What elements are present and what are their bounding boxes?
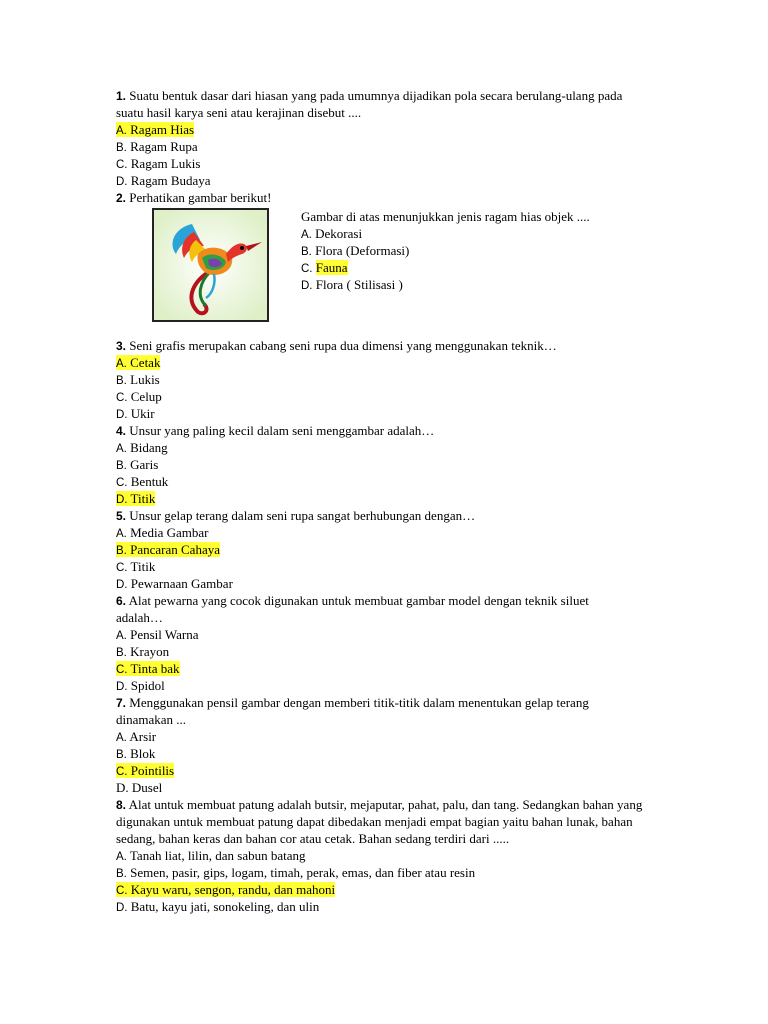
question-4 — [116, 422, 706, 507]
question-text: digunakan untuk membuat patung dapat dibedakan menjadi empat bagian yaitu bahan lunak, bahan — [116, 814, 633, 829]
option-b — [116, 541, 706, 558]
question-number: 1. — [116, 89, 127, 103]
option-a: A. Arsir — [116, 729, 157, 744]
option-d: D. Ukir — [116, 406, 155, 421]
question-6 — [116, 592, 706, 694]
option-d: D. Pewarnaan Gambar — [116, 576, 233, 591]
option-d: D. Flora ( Stilisasi ) — [301, 277, 403, 292]
question-text: Alat untuk membuat patung adalah butsir, mejaputar, pahat, palu, dan tang. Sedangkan bahan yang — [128, 797, 643, 812]
option-b: B. Garis — [116, 457, 159, 472]
answer-highlight: D. Titik — [116, 491, 156, 506]
question-3 — [116, 337, 706, 422]
answer-highlight: A. Ragam Hias — [116, 122, 195, 137]
question-number: 4. — [116, 424, 127, 438]
option-c — [116, 660, 706, 677]
answer-highlight: C. Kayu waru, sengon, randu, dan mahoni — [116, 882, 336, 897]
option-c: C. Ragam Lukis — [116, 156, 201, 171]
answer-highlight: C. Pointilis — [116, 763, 175, 778]
option-a: A. Bidang — [116, 440, 168, 455]
option-d — [116, 490, 706, 507]
option-a: A. Media Gambar — [116, 525, 209, 540]
question-text: Gambar di atas menunjukkan jenis ragam hias objek .... — [301, 209, 590, 224]
option-d: D. Dusel — [116, 780, 163, 795]
question-text: sedang, bahan keras dan bahan cor atau cetak. Bahan sedang terdiri dari ..... — [116, 831, 510, 846]
option-a — [116, 354, 706, 371]
question-text: dinamakan ... — [116, 712, 187, 727]
option-d: D. Spidol — [116, 678, 165, 693]
question-5 — [116, 507, 706, 592]
question-1 — [116, 87, 706, 189]
question-text: Alat pewarna yang cocok digunakan untuk membuat gambar model dengan teknik siluet — [128, 593, 589, 608]
option-c: C. Celup — [116, 389, 162, 404]
answer-highlight: B. Pancaran Cahaya — [116, 542, 220, 557]
option-c: C. Titik — [116, 559, 156, 574]
question-number: 6. — [116, 594, 127, 608]
option-b: B. Blok — [116, 746, 156, 761]
bird-ornament-icon — [152, 208, 269, 322]
option-b: B. Ragam Rupa — [116, 139, 198, 154]
question-text: Seni grafis merupakan cabang seni rupa dua dimensi yang menggunakan teknik… — [129, 338, 557, 353]
answer-highlight: C. Tinta bak — [116, 661, 180, 676]
option-c: C. Fauna — [301, 260, 348, 275]
option-c — [116, 762, 706, 779]
question-text: Unsur gelap terang dalam seni rupa sangat berhubungan dengan… — [129, 508, 476, 523]
option-b: B. Krayon — [116, 644, 170, 659]
option-d: D. Ragam Budaya — [116, 173, 211, 188]
option-c: C. Bentuk — [116, 474, 169, 489]
question-2-side — [301, 208, 590, 293]
question-8 — [116, 796, 706, 915]
option-b: B. Lukis — [116, 372, 160, 387]
question-number: 3. — [116, 339, 127, 353]
question-7 — [116, 694, 706, 796]
answer-highlight: A. Cetak — [116, 355, 161, 370]
option-d: D. Batu, kayu jati, sonokeling, dan ulin — [116, 899, 320, 914]
option-a: A. Dekorasi — [301, 226, 363, 241]
question-number: 7. — [116, 696, 127, 710]
option-b: B. Flora (Deformasi) — [301, 243, 410, 258]
question-2 — [116, 189, 706, 337]
question-number: 8. — [116, 798, 127, 812]
question-text: Suatu bentuk dasar dari hiasan yang pada umumnya dijadikan pola secara berulang-ulang pada — [129, 88, 623, 103]
question-number: 5. — [116, 509, 127, 523]
option-a — [116, 121, 706, 138]
question-text: suatu hasil karya seni atau kerajinan disebut .... — [116, 105, 362, 120]
quiz-document — [116, 87, 706, 915]
option-a: A. Pensil Warna — [116, 627, 199, 642]
question-text: Unsur yang paling kecil dalam seni menggambar adalah… — [129, 423, 435, 438]
question-text: Menggunakan pensil gambar dengan memberi titik-titik dalam menentukan gelap terang — [129, 695, 589, 710]
option-a: A. Tanah liat, lilin, dan sabun batang — [116, 848, 306, 863]
option-b: B. Semen, pasir, gips, logam, timah, perak, emas, dan fiber atau resin — [116, 865, 476, 880]
answer-highlight: Fauna — [315, 260, 348, 275]
question-text: adalah… — [116, 610, 163, 625]
question-number: 2. — [116, 191, 127, 205]
option-c — [116, 881, 706, 898]
question-text: Perhatikan gambar berikut! — [129, 190, 272, 205]
